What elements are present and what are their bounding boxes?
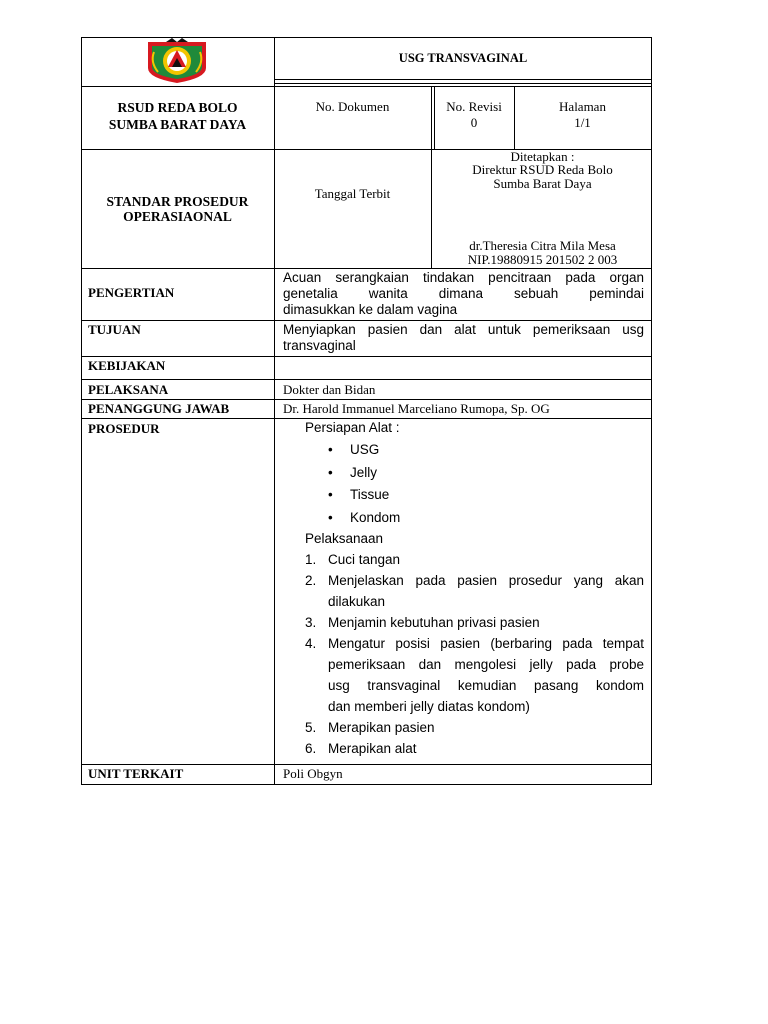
row-divider-pelaksana — [81, 379, 652, 380]
bullet-icon: • — [328, 510, 333, 525]
step-text: Cuci tangan — [328, 552, 401, 567]
halaman-label: Halaman — [559, 99, 606, 114]
step-text: usg transvaginal kemudian pasang kondom — [328, 678, 644, 693]
ditetapkan-location: Sumba Barat Daya — [493, 176, 592, 191]
step-text: dan memberi jelly diatas kondom) — [328, 699, 530, 714]
document-title: USG TRANSVAGINAL — [398, 51, 528, 65]
step-text: dilakukan — [328, 594, 386, 609]
alat-item — [328, 510, 401, 525]
no-revisi-label: No. Revisi — [446, 99, 502, 114]
step-text: Merapikan alat — [328, 741, 417, 756]
alat-item — [328, 465, 378, 480]
hospital-logo — [140, 38, 214, 84]
tujuan-label: TUJUAN — [88, 322, 141, 337]
hospital-name-line2: SUMBA BARAT DAYA — [108, 117, 247, 132]
logo-emblem-icon — [140, 38, 214, 84]
step-text: Mengatur posisi pasien (berbaring pada tempat — [328, 636, 644, 651]
alat-item-label: Jelly — [350, 465, 378, 480]
sop-title-line1: STANDAR PROSEDUR — [106, 194, 249, 209]
alat-item — [328, 442, 380, 457]
unit-terkait-value: Poli Obgyn — [283, 766, 343, 781]
step-text: Menjelaskan pada pasien prosedur yang akan — [328, 573, 644, 588]
no-revisi-value: 0 — [470, 115, 478, 130]
hospital-name-line1: RSUD REDA BOLO — [117, 100, 238, 115]
bullet-icon: • — [328, 465, 333, 480]
step-number: 5. — [305, 720, 317, 735]
penanggung-jawab-value: Dr. Harold Immanuel Marceliano Rumopa, Sp. OG — [283, 401, 550, 416]
pengertian-line3: dimasukkan ke dalam vagina — [283, 302, 458, 317]
tujuan-line1: Menyiapkan pasien dan alat untuk pemeriksaan usg — [283, 322, 644, 337]
tujuan-line2: transvaginal — [283, 338, 356, 353]
header-row-divider — [81, 86, 652, 87]
penanggung-jawab-label: PENANGGUNG JAWAB — [88, 401, 230, 416]
persiapan-alat-title: Persiapan Alat : — [305, 420, 400, 435]
row-divider-kebijakan — [81, 356, 652, 357]
signer-nip: NIP.19880915 201502 2 003 — [467, 252, 618, 267]
title-divider-1 — [274, 79, 652, 80]
row-divider-penanggung — [81, 399, 652, 400]
pengertian-line1: Acuan serangkaian tindakan pencitraan pada organ — [283, 270, 644, 285]
step-text: Merapikan pasien — [328, 720, 435, 735]
no-dokumen-label: No. Dokumen — [315, 99, 390, 114]
row-divider-tujuan — [81, 320, 652, 321]
row-divider-prosedur — [81, 418, 652, 419]
step-number: 1. — [305, 552, 317, 567]
pelaksana-value: Dokter dan Bidan — [283, 382, 376, 397]
step-text: Menjamin kebutuhan privasi pasien — [328, 615, 540, 630]
title-divider-2 — [274, 83, 652, 84]
alat-item-label: Tissue — [350, 487, 390, 502]
pelaksanaan-title: Pelaksanaan — [305, 531, 384, 546]
step-number: 2. — [305, 573, 317, 588]
step-number: 6. — [305, 741, 317, 756]
bullet-icon: • — [328, 442, 333, 457]
alat-item-label: Kondom — [350, 510, 401, 525]
halaman-value: 1/1 — [574, 115, 591, 130]
header-divider-nodok — [431, 86, 432, 268]
unit-terkait-label: UNIT TERKAIT — [88, 766, 184, 781]
step-number: 4. — [305, 636, 317, 651]
step-number: 3. — [305, 615, 317, 630]
pengertian-line2: genetalia wanita dimana sebuah pemindai — [283, 286, 644, 301]
table-border-bottom — [81, 784, 652, 785]
pengertian-label: PENGERTIAN — [88, 285, 175, 300]
ditetapkan-label: Ditetapkan : — [510, 149, 575, 164]
ditetapkan-director: Direktur RSUD Reda Bolo — [472, 162, 613, 177]
signer-name: dr.Theresia Citra Mila Mesa — [469, 238, 616, 253]
row-divider-unit — [81, 764, 652, 765]
kebijakan-label: KEBIJAKAN — [88, 358, 166, 373]
alat-item-label: USG — [350, 442, 380, 457]
row-divider-pengertian — [81, 268, 652, 269]
prosedur-label: PROSEDUR — [88, 421, 160, 436]
sop-title-line2: OPERASIAONAL — [123, 209, 232, 224]
alat-item — [328, 487, 390, 502]
tanggal-terbit-label: Tanggal Terbit — [314, 186, 391, 201]
pelaksana-label: PELAKSANA — [88, 382, 169, 397]
bullet-icon: • — [328, 487, 333, 502]
step-text: pemeriksaan dan mengolesi jelly pada probe — [328, 657, 644, 672]
